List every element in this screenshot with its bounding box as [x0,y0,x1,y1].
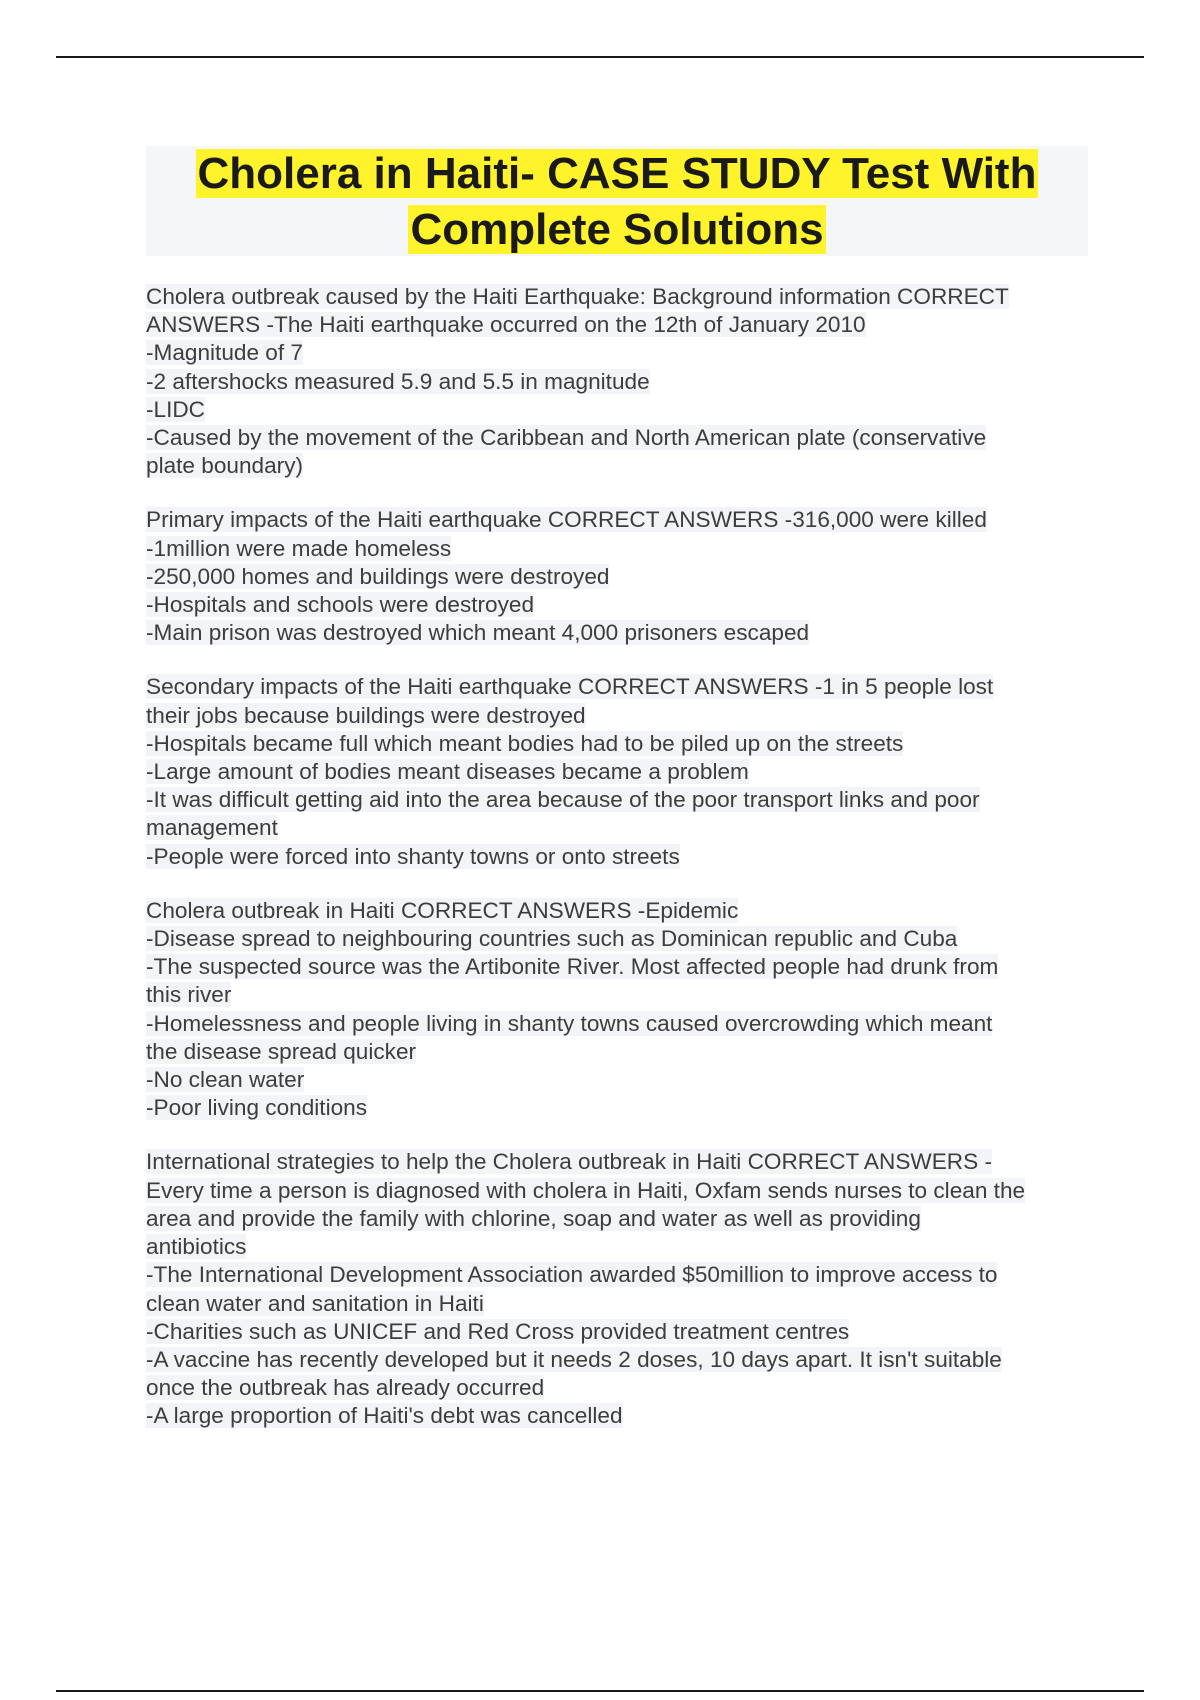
text-line: -LIDC [146,396,205,422]
text-line: -Caused by the movement of the Caribbean and North American plate (conservative [146,425,987,451]
text-line: their jobs because buildings were destroyed [146,702,586,728]
text-line: Every time a person is diagnosed with cholera in Haiti, Oxfam sends nurses to clean the [146,1177,1026,1203]
text-line: ANSWERS -The Haiti earthquake occurred on the 12th of January 2010 [146,312,866,338]
text-line: antibiotics [146,1234,247,1260]
qa-section-secondary-impacts [146,673,1086,870]
text-line: -Hospitals became full which meant bodies had to be piled up on the streets [146,730,904,756]
top-rule [56,56,1144,58]
text-line: once the outbreak has already occurred [146,1375,545,1401]
text-line: -Poor living conditions [146,1095,368,1121]
text-line: -Homelessness and people living in shanty towns caused overcrowding which meant [146,1010,993,1036]
title-line-1: Cholera in Haiti- CASE STUDY Test With [197,149,1037,198]
text-line: Secondary impacts of the Haiti earthquake CORRECT ANSWERS -1 in 5 people lost [146,674,994,700]
text-line: Primary impacts of the Haiti earthquake CORRECT ANSWERS -316,000 were killed [146,507,987,533]
text-line: plate boundary) [146,453,304,479]
text-line: management [146,815,278,841]
text-line: International strategies to help the Cholera outbreak in Haiti CORRECT ANSWERS - [146,1149,992,1175]
qa-section-international-strategies [146,1148,1086,1430]
qa-section-cholera-outbreak [146,897,1086,1123]
text-line: this river [146,982,232,1008]
text-line: the disease spread quicker [146,1038,417,1064]
text-line: -Main prison was destroyed which meant 4,000 prisoners escaped [146,620,810,646]
text-line: -1million were made homeless [146,535,452,561]
text-line: -It was difficult getting aid into the area because of the poor transport links and poor [146,787,980,813]
text-line: Cholera outbreak caused by the Haiti Earthquake: Background information CORRECT [146,284,1009,309]
text-line: area and provide the family with chlorine, soap and water as well as providing [146,1205,921,1231]
text-line: -Disease spread to neighbouring countries such as Dominican republic and Cuba [146,926,958,952]
text-line: Cholera outbreak in Haiti CORRECT ANSWERS -Epidemic [146,897,739,923]
text-line: -The International Development Association awarded $50million to improve access to [146,1262,998,1288]
text-line: -Magnitude of 7 [146,340,303,366]
text-line: -A vaccine has recently developed but it needs 2 doses, 10 days apart. It isn't suitable [146,1346,1002,1372]
qa-section-primary-impacts [146,506,1086,647]
text-line: -The suspected source was the Artibonite River. Most affected people had drunk from [146,954,999,980]
qa-section-background [146,283,1086,480]
text-line: -Large amount of bodies meant diseases became a problem [146,759,749,785]
text-line: clean water and sanitation in Haiti [146,1290,484,1316]
text-line: -Charities such as UNICEF and Red Cross provided treatment centres [146,1318,850,1344]
text-line: -No clean water [146,1067,305,1093]
text-line: -People were forced into shanty towns or onto streets [146,843,680,869]
page-title [146,146,1088,258]
text-line: -A large proportion of Haiti's debt was cancelled [146,1403,623,1429]
title-block [146,146,1088,256]
bottom-rule [56,1690,1144,1692]
document-body [146,283,1086,1457]
title-line-2: Complete Solutions [410,205,824,254]
text-line: -2 aftershocks measured 5.9 and 5.5 in magnitude [146,368,650,394]
text-line: -Hospitals and schools were destroyed [146,592,535,618]
text-line: -250,000 homes and buildings were destroyed [146,563,610,589]
